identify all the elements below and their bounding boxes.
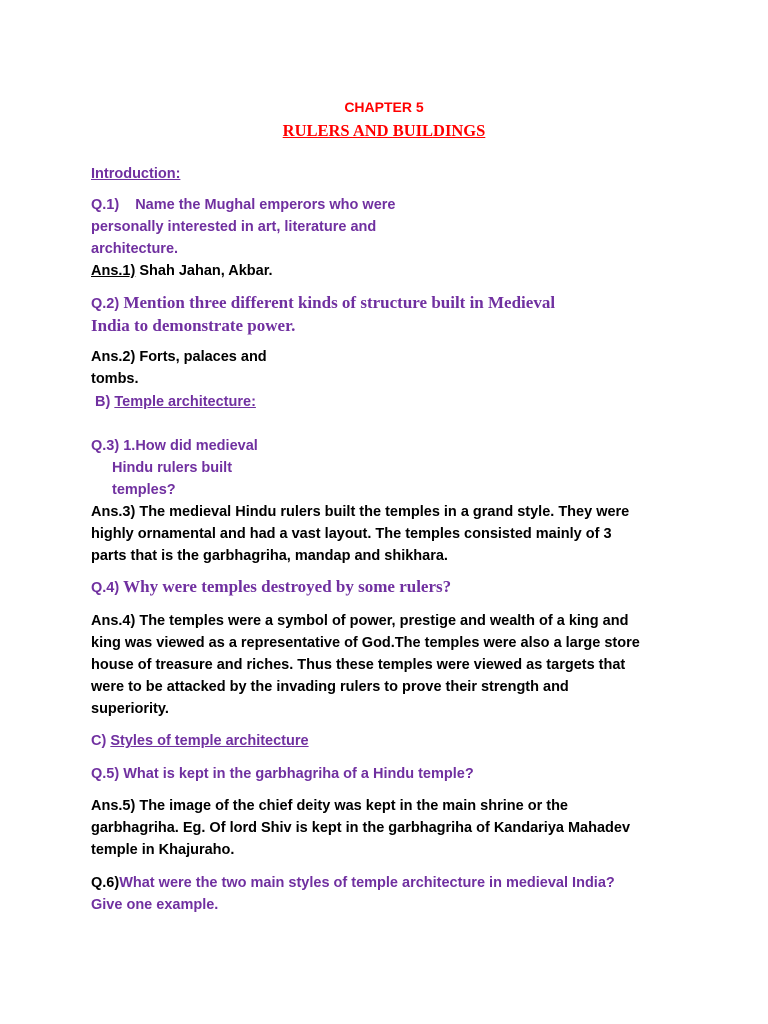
question-1-line-1: Name the Mughal emperors who were: [135, 197, 396, 213]
section-c-prefix: C): [91, 733, 111, 749]
question-2-line-1: Mention three different kinds of structure built in Medieval: [119, 293, 556, 312]
question-3-line-3: temples?: [112, 482, 176, 498]
answer-4-line-4: were to be attacked by the invading rulers to prove their strength and: [91, 679, 569, 695]
question-5: Q.5) What is kept in the garbhagriha of a Hindu temple?: [91, 766, 474, 782]
section-b-title: Temple architecture:: [114, 394, 256, 410]
answer-5-line-1: Ans.5) The image of the chief deity was kept in the main shrine or the: [91, 798, 568, 814]
answer-5-line-3: temple in Khajuraho.: [91, 842, 235, 858]
answer-3-line-1: Ans.3) The medieval Hindu rulers built the temples in a grand style. They were: [91, 504, 630, 520]
introduction-heading: Introduction:: [91, 166, 181, 182]
section-b-prefix: B): [95, 394, 115, 410]
question-4-label: Q.4): [91, 580, 120, 596]
question-4-text: Why were temples destroyed by some rulers?: [119, 577, 452, 596]
question-1: [91, 196, 395, 214]
question-6-label: Q.6): [91, 875, 120, 891]
question-1-line-3: architecture.: [91, 241, 179, 257]
question-1-label: Q.1): [91, 197, 120, 213]
section-b-heading: [95, 393, 256, 411]
question-1-line-2: personally interested in art, literature and: [91, 219, 377, 235]
question-6-line-1: What were the two main styles of temple architecture in medieval India?: [119, 875, 615, 891]
answer-3-line-2: highly ornamental and had a vast layout. The temples consisted mainly of 3: [91, 526, 612, 542]
question-6: [91, 874, 615, 892]
answer-4-line-1: Ans.4) The temples were a symbol of power, prestige and wealth of a king and: [91, 613, 629, 629]
answer-2-line-2: tombs.: [91, 371, 139, 387]
answer-1-label: Ans.1): [91, 263, 136, 279]
chapter-number: CHAPTER 5: [344, 99, 424, 115]
question-3-line-2: Hindu rulers built: [112, 460, 233, 476]
answer-1: [91, 262, 273, 280]
answer-3-line-3: parts that is the garbhagriha, mandap and shikhara.: [91, 548, 448, 564]
answer-4-line-2: king was viewed as a representative of God.The temples were also a large store: [91, 635, 640, 651]
question-3-line-1: Q.3) 1.How did medieval: [91, 438, 258, 454]
question-2-line-2: India to demonstrate power.: [91, 316, 296, 335]
section-c-heading: [91, 732, 309, 750]
question-2-label: Q.2): [91, 296, 120, 312]
answer-2-line-1: Ans.2) Forts, palaces and: [91, 349, 267, 365]
section-c-title: Styles of temple architecture: [110, 733, 309, 749]
answer-5-line-2: garbhagriha. Eg. Of lord Shiv is kept in the garbhagriha of Kandariya Mahadev: [91, 820, 631, 836]
question-2: [91, 293, 555, 314]
question-4: [91, 577, 451, 598]
answer-1-text: Shah Jahan, Akbar.: [135, 263, 273, 279]
answer-4-line-3: house of treasure and riches. Thus these temples were viewed as targets that: [91, 657, 626, 673]
chapter-title: RULERS AND BUILDINGS: [282, 121, 486, 140]
answer-4-line-5: superiority.: [91, 701, 169, 717]
question-6-line-2: Give one example.: [91, 897, 219, 913]
